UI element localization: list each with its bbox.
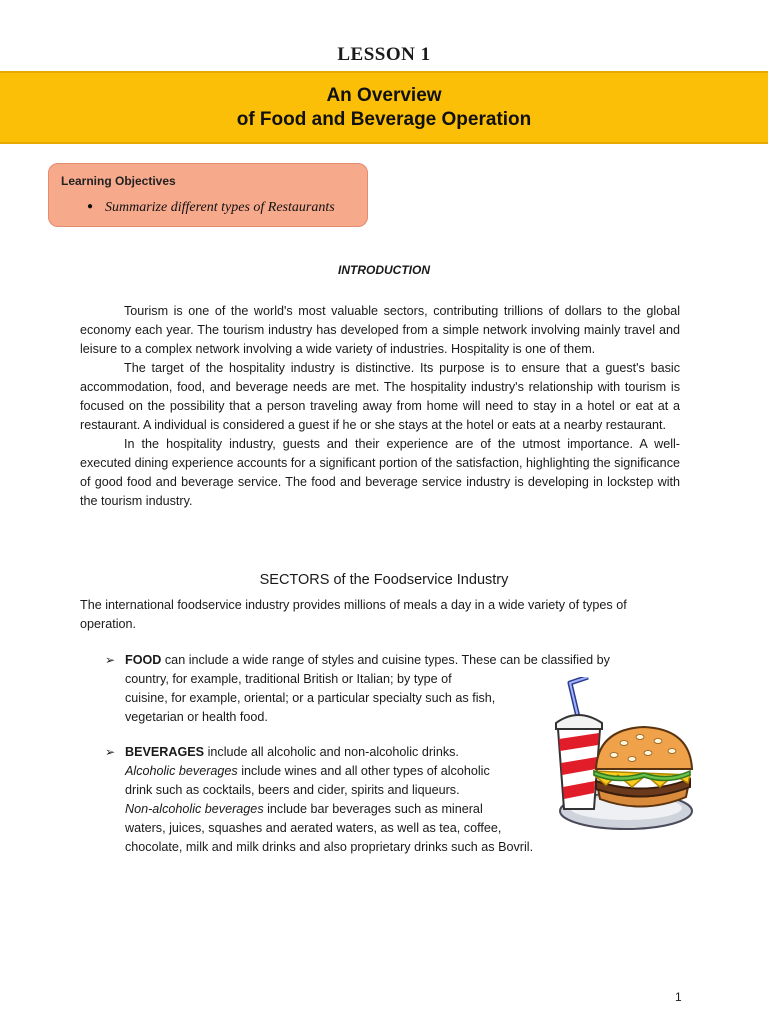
intro-paragraph-3: In the hospitality industry, guests and their experience are of the utmost importance. A well-executed dining experience accounts for a significant portion of the satisfaction, highlighting the significance of good food and beverage service. The food and beverage service industry is developing in lockstep with the tourism industry. <box>80 437 680 508</box>
sectors-intro: The international foodservice industry provides millions of meals a day in a wide variety of types of operation. <box>80 598 627 631</box>
introduction-body <box>80 302 680 511</box>
title-line-1: An Overview <box>326 84 442 106</box>
fast-food-illustration-icon <box>548 677 696 835</box>
food-term: FOOD <box>125 653 162 667</box>
nonalcoholic-line: chocolate, milk and milk drinks and also proprietary drinks such as Bovril. <box>125 840 534 854</box>
bullet-icon: ● <box>87 201 94 212</box>
title-line-2: of Food and Beverage Operation <box>236 108 532 130</box>
beverages-text: include all alcoholic and non-alcoholic drinks. <box>204 745 459 759</box>
nonalcoholic-term: Non-alcoholic beverages <box>125 802 264 816</box>
title-banner <box>0 71 768 144</box>
objective-text: Summarize different types of Restaurants <box>105 200 335 215</box>
alcoholic-term: Alcoholic beverages <box>125 764 238 778</box>
objective-item <box>87 200 335 216</box>
learning-objectives-list <box>87 200 335 216</box>
sectors-heading: SECTORS of the Foodservice Industry <box>259 572 509 588</box>
food-line: cuisine, for example, oriental; or a particular specialty such as fish, <box>125 691 496 705</box>
alcoholic-line: drink such as cocktails, beers and cider, spirits and liqueurs. <box>125 783 460 797</box>
intro-paragraph-2: The target of the hospitality industry is distinctive. Its purpose is to ensure that a guest's basic accommodation, food, and beverage needs are met. The hospitality industry's relationship with tourism is focused on the possibility that a person traveling away from home will need to stay in a hotel or eat at a restaurant. A individual is considered a guest if he or she stays at the hotel or eats at a nearby restaurant. <box>80 361 680 432</box>
page-number: 1 <box>675 990 682 1004</box>
arrow-bullet-icon: ➢ <box>105 653 116 667</box>
nonalcoholic-line: waters, juices, squashes and aerated waters, as well as tea, coffee, <box>125 821 502 835</box>
food-line: country, for example, traditional British or Italian; by type of <box>125 672 452 686</box>
intro-paragraph-1: Tourism is one of the world's most valuable sectors, contributing trillions of dollars to the global economy each year. The tourism industry has developed from a simple network involving mainly travel and leisure to a complex network involving a wide variety of industries. Hospitality is one of them. <box>80 304 680 356</box>
beverages-bullet <box>105 743 605 857</box>
food-text: can include a wide range of styles and cuisine types. These can be classified by <box>161 653 610 667</box>
introduction-heading: INTRODUCTION <box>338 263 430 277</box>
lesson-label: LESSON 1 <box>337 44 431 65</box>
beverages-term: BEVERAGES <box>125 745 205 759</box>
learning-objectives-heading: Learning Objectives <box>61 174 176 188</box>
food-line: vegetarian or health food. <box>125 710 268 724</box>
arrow-bullet-icon: ➢ <box>105 745 116 759</box>
learning-objectives-box <box>48 163 368 227</box>
nonalcoholic-text: include bar beverages such as mineral <box>263 802 483 816</box>
alcoholic-text: include wines and all other types of alcoholic <box>237 764 490 778</box>
